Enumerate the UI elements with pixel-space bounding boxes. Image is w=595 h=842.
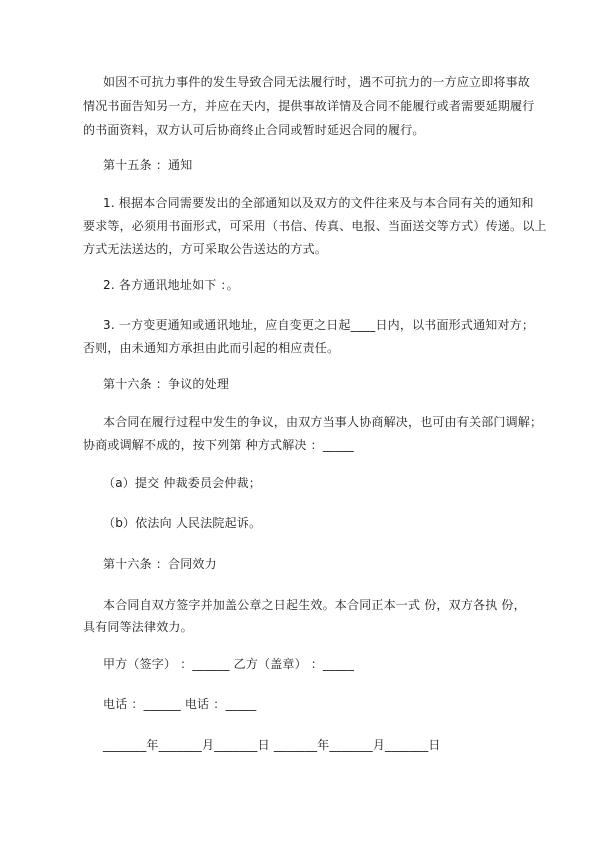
dispute-option-b: （b）依法向 人民法院起诉。 bbox=[103, 516, 262, 530]
dispute-line-2: 协商或调解不成的，按下列第 种方式解决 ：_____ bbox=[83, 438, 354, 452]
article-15-heading: 第十五条 ：通知 bbox=[103, 158, 193, 172]
notice-clause-3-line-2: 否则，由未通知方承担由此而引起的相应责任。 bbox=[83, 341, 340, 355]
article-16-heading: 第十六条 ：争议的处理 bbox=[103, 377, 230, 391]
date-line: _______年_______月_______日 _______年_______月_______日 bbox=[103, 738, 441, 752]
dispute-option-a: （a）提交 仲裁委员会仲裁； bbox=[103, 476, 261, 490]
notice-clause-1-line-1: 1. 根据本合同需要发出的全部通知以及双方的文件往来及与本合同有关的通知和 bbox=[103, 196, 534, 210]
notice-clause-1-line-3: 方式无法送达的，方可采取公告送达的方式。 bbox=[83, 242, 328, 256]
notice-clause-3-line-1: 3. 一方变更通知或通讯地址，应自变更之日起____日内，以书面形式通知对方； bbox=[103, 318, 535, 332]
dispute-line-1: 本合同在履行过程中发生的争议，由双方当事人协商解决，也可由有关部门调解； bbox=[103, 415, 543, 429]
notice-clause-1-line-2: 要求等，必须用书面形式，可采用（书信、传真、电报、当面送交等方式）传递。以上 bbox=[83, 219, 547, 233]
effect-line-2: 具有同等法律效力。 bbox=[83, 620, 193, 634]
notice-clause-2: 2. 各方通讯地址如下 ：。 bbox=[103, 278, 239, 292]
article-16b-heading: 第十六条 ：合同效力 bbox=[103, 557, 217, 571]
force-majeure-line-1: 如因不可抗力事件的发生导致合同无法履行时，遇不可抗力的一方应立即将事故 bbox=[103, 75, 531, 89]
force-majeure-line-3: 的书面资料，双方认可后协商终止合同或暂时延迟合同的履行。 bbox=[83, 123, 425, 137]
signature-line: 甲方（签字） ：______ 乙方（盖章） ：_____ bbox=[103, 657, 355, 671]
phone-line: 电话 ：______ 电话 ：_____ bbox=[103, 697, 257, 711]
effect-line-1: 本合同自双方签字并加盖公章之日起生效。本合同正本一式 份，双方各执 份， bbox=[103, 598, 526, 612]
force-majeure-line-2: 情况书面告知另一方，并应在天内，提供事故详情及合同不能履行或者需要延期履行 bbox=[83, 99, 535, 113]
